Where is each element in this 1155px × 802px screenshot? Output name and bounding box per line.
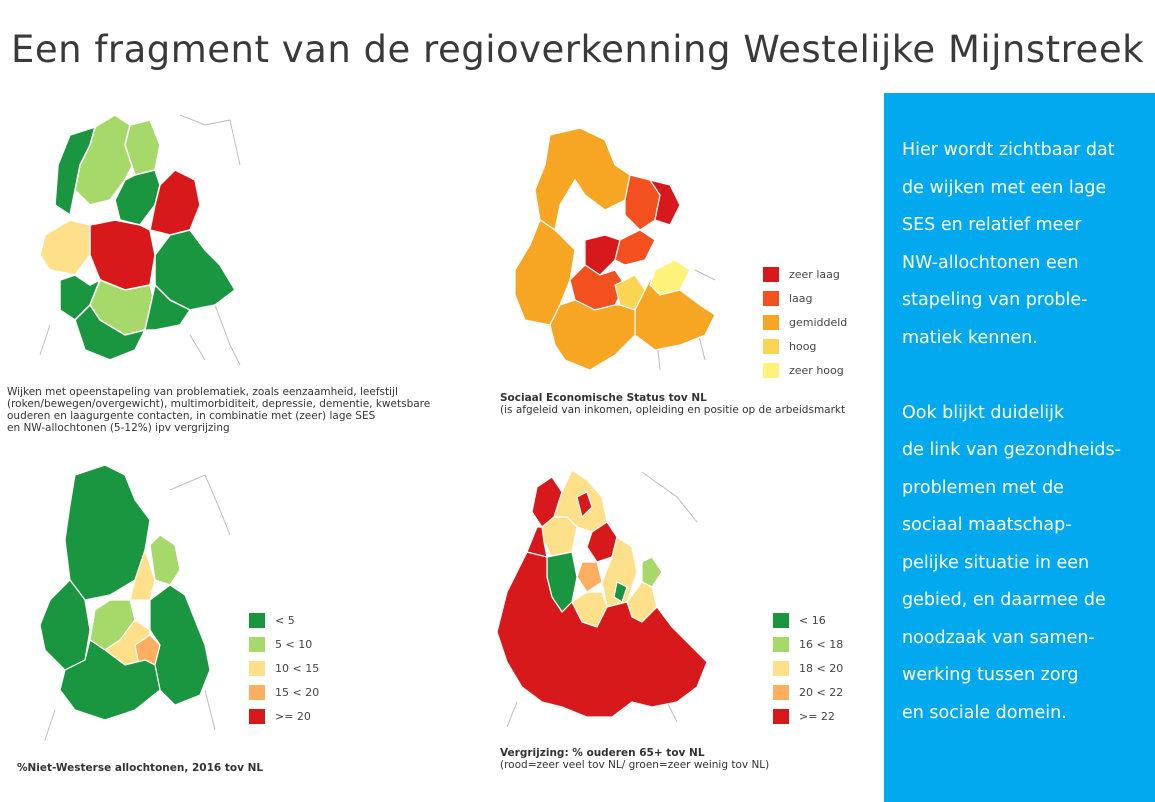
swatch-10-15: [249, 661, 265, 676]
map-nw-allochtonen: [35, 460, 250, 750]
info-line: noodzaak van samen-: [902, 627, 1095, 648]
caption-vergrijzing: Vergrijzing: % ouderen 65+ tov NL (rood=zeer veel tov NL/ groen=zeer weinig tov NL): [500, 747, 770, 771]
info-line: werking tussen zorg: [902, 665, 1079, 685]
info-box: [884, 93, 1155, 802]
info-line: pelijke situatie in een: [902, 552, 1090, 573]
info-line: matiek kennen.: [902, 327, 1038, 348]
legend-item: zeer hoog: [763, 362, 844, 378]
swatch-laag: [763, 291, 779, 306]
info-line: Ook blijkt duidelijk: [902, 402, 1065, 423]
caption-nw-allochtonen: %Niet-Westerse allochtonen, 2016 tov NL: [17, 762, 264, 774]
legend-item: 10 < 15: [249, 660, 319, 676]
swatch-zeer-laag: [763, 267, 779, 282]
swatch-20-22: [773, 685, 789, 700]
info-line: de wijken met een lage: [902, 177, 1107, 198]
info-line: NW-allochtonen een: [902, 252, 1079, 273]
swatch-gemiddeld: [763, 315, 779, 330]
map-ses: [505, 120, 725, 385]
legend-item: >= 20: [249, 708, 311, 724]
legend-item: 18 < 20: [773, 660, 843, 676]
swatch-5-10: [249, 637, 265, 652]
info-line: gebied, en daarmee de: [902, 590, 1106, 610]
info-line: problemen met de: [902, 477, 1064, 498]
info-line: SES en relatief meer: [902, 215, 1082, 235]
swatch-ge-22: [773, 709, 789, 724]
page-title: Een fragment van de regioverkenning Westelijke Mijnstreek: [10, 28, 1145, 71]
legend-item: < 5: [249, 612, 295, 628]
info-line: sociaal maatschap-: [902, 515, 1072, 535]
info-line: stapeling van proble-: [902, 290, 1088, 310]
legend-item: hoog: [763, 338, 816, 354]
swatch-16-18: [773, 637, 789, 652]
map-vergrijzing: [492, 462, 717, 732]
map-problematiek: [30, 105, 245, 370]
caption-problematiek: Wijken met opeenstapeling van problematiek, zoals eenzaamheid, leefstijl (roken/bewegen/overgewicht), multimorbiditeit, depressie, dementie, kwetsbare ouderen en laagurgente contacten, in combinatie met (zeer) lage SES en NW-allochtonen (5-12%) ipv vergrijzing: [7, 386, 431, 434]
swatch-zeer-hoog: [763, 363, 779, 378]
legend-item: gemiddeld: [763, 314, 847, 330]
swatch-hoog: [763, 339, 779, 354]
info-line: en sociale domein.: [902, 702, 1067, 723]
legend-item: zeer laag: [763, 266, 840, 282]
swatch-ge-20: [249, 709, 265, 724]
swatch-lt-16: [773, 613, 789, 628]
legend-item: 20 < 22: [773, 684, 843, 700]
legend-item: 5 < 10: [249, 636, 312, 652]
caption-ses: Sociaal Economische Status tov NL (is afgeleid van inkomen, opleiding en positie op de arbeidsmarkt: [500, 392, 846, 416]
legend-item: 16 < 18: [773, 636, 843, 652]
legend-item: < 16: [773, 612, 826, 628]
swatch-18-20: [773, 661, 789, 676]
legend-item: >= 22: [773, 708, 835, 724]
legend-item: laag: [763, 290, 813, 306]
info-line: Hier wordt zichtbaar dat: [902, 140, 1115, 160]
info-text: [902, 132, 1152, 732]
swatch-15-20: [249, 685, 265, 700]
legend-item: 15 < 20: [249, 684, 319, 700]
swatch-lt-5: [249, 613, 265, 628]
info-line: de link van gezondheids-: [902, 440, 1121, 460]
